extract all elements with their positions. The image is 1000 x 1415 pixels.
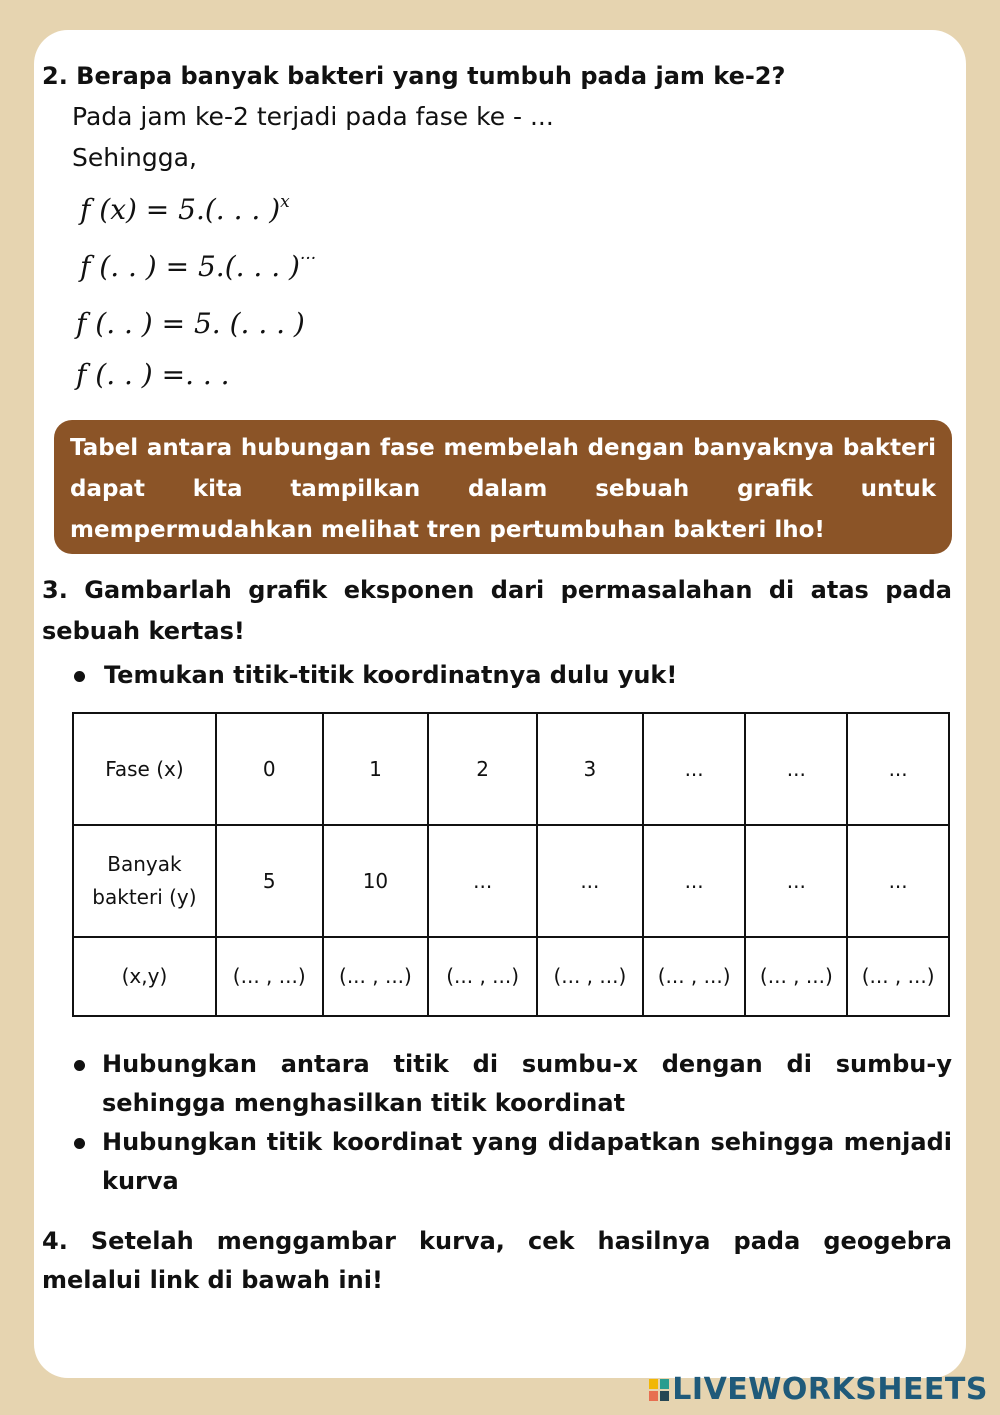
table-row-coordinates <box>73 937 949 1016</box>
table-cell[interactable]: (... , ...) <box>216 937 323 1016</box>
table-cell[interactable]: ... <box>537 825 643 937</box>
liveworksheets-icon <box>649 1379 669 1401</box>
table-cell[interactable]: (... , ...) <box>323 937 429 1016</box>
info-note: Tabel antara hubungan fase membelah dengan banyaknya bakteri dapat kita tampilkan dalam sebuah grafik untuk mempermudahkan melihat tren pertumbuhan bakteri lho! <box>54 420 952 554</box>
table-cell[interactable]: ... <box>847 713 949 825</box>
table-row-label: Banyak bakteri (y) <box>92 852 197 909</box>
table-cell: 10 <box>323 825 429 937</box>
bullet-item-2: Hubungkan titik koordinat yang didapatkan sehingga menjadi kurva <box>102 1128 952 1195</box>
bullet-dot <box>74 1138 85 1149</box>
equation-4 <box>76 358 230 391</box>
table-cell[interactable]: (... , ...) <box>847 937 949 1016</box>
table-cell[interactable]: ... <box>847 825 949 937</box>
equation-1 <box>80 192 290 226</box>
coordinate-table <box>72 712 950 1017</box>
equation-2-body: f (. . ) = 5.(. . . ) <box>80 250 300 283</box>
table-cell: 3 <box>537 713 643 825</box>
question-3-title: 3. Gambarlah grafik eksponen dari permasalahan di atas pada sebuah kertas! <box>42 576 952 645</box>
liveworksheets-logo <box>649 1372 988 1407</box>
table-row-fase <box>73 713 949 825</box>
table-cell[interactable]: ... <box>428 825 537 937</box>
table-cell: 0 <box>216 713 323 825</box>
equation-2 <box>80 249 316 283</box>
bullet-dot <box>74 1060 85 1071</box>
table-cell <box>73 825 216 937</box>
table-cell[interactable]: ... <box>745 713 847 825</box>
question-2-line1: Pada jam ke-2 terjadi pada fase ke - ... <box>72 102 554 131</box>
question-4-title: 4. Setelah menggambar kurva, cek hasilnya pada geogebra melalui link di bawah ini! <box>42 1227 952 1294</box>
equation-3-body: f (. . ) = 5. (. . . ) <box>76 307 305 340</box>
table-cell: 2 <box>428 713 537 825</box>
question-3-bullet: Temukan titik-titik koordinatnya dulu yuk! <box>104 661 678 689</box>
equation-1-body: f (x) = 5.(. . . ) <box>80 193 281 226</box>
table-cell: Fase (x) <box>73 713 216 825</box>
table-cell[interactable]: (... , ...) <box>537 937 643 1016</box>
table-row-bakteri <box>73 825 949 937</box>
footer-text: LIVEWORKSHEETS <box>672 1372 988 1407</box>
table-cell: 5 <box>216 825 323 937</box>
table-cell[interactable]: (... , ...) <box>745 937 847 1016</box>
table-cell: (x,y) <box>73 937 216 1016</box>
equation-4-body: f (. . ) =. . . <box>76 358 230 391</box>
equation-1-exponent: x <box>280 192 290 212</box>
table-cell[interactable]: ... <box>745 825 847 937</box>
bullet-dot <box>74 671 85 682</box>
table-cell[interactable]: (... , ...) <box>643 937 746 1016</box>
table-cell: 1 <box>323 713 429 825</box>
table-cell[interactable]: ... <box>643 713 746 825</box>
table-cell[interactable]: ... <box>643 825 746 937</box>
bullet-item-1: Hubungkan antara titik di sumbu-x dengan di sumbu-y sehingga menghasilkan titik koordinat <box>102 1050 952 1117</box>
question-2-title: 2. Berapa banyak bakteri yang tumbuh pada jam ke-2? <box>42 62 786 90</box>
table-cell[interactable]: (... , ...) <box>428 937 537 1016</box>
equation-2-exponent: ··· <box>299 249 317 269</box>
equation-3 <box>76 307 305 340</box>
question-2-line2: Sehingga, <box>72 143 197 172</box>
